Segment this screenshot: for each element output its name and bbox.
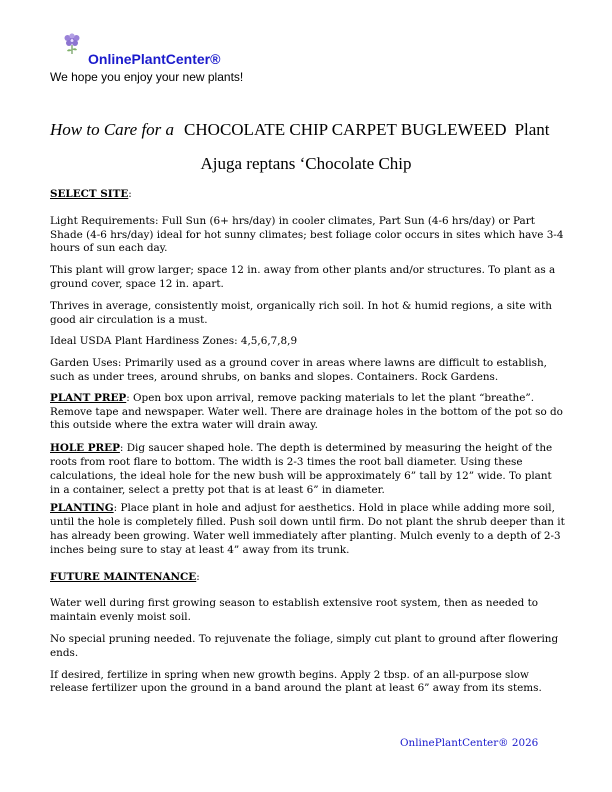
planting-heading: PLANTING xyxy=(50,502,114,515)
select-site-heading: SELECT SITE: xyxy=(50,188,132,200)
planting-section: PLANTING: Place plant in hole and adjust for aesthetics. Hold in place while adding more soil, until the hole is completely filled. Push soil down until firm. Do not plant the shrub deeper than it has already been growing. Water well immediately after planting. Mulch evenly to a depth of 2-3 inches being sure to stay at least 4” away from its trunk. xyxy=(50,502,565,556)
soil-text: Thrives in average, consistently moist, organically rich soil. In hot & humid regions, a site with good air circulation is a must. xyxy=(50,299,552,326)
title-prefix: How to Care for a xyxy=(50,120,175,139)
hole-prep-section: HOLE PREP: Dig saucer shaped hole. The depth is determined by measuring the height of the roots from root flare to bottom. The width is 2-3 times the root ball diameter. Using these calculations, the ideal hole for the new bush will be approximately 6” tall by 12” wide. To plant in a container, select a pretty pot that is at least 6” in diameter. xyxy=(50,442,553,496)
care-instructions xyxy=(50,188,565,696)
hole-prep-heading: HOLE PREP xyxy=(50,442,120,455)
tagline: We hope you enjoy your new plants! xyxy=(50,70,244,84)
fertilizing-text: If desired, fertilize in spring when new growth begins. Apply 2 tbsp. of an all-purpose slow release fertilizer upon the ground in a band around the plant at least 6” away from its stems. xyxy=(50,668,542,695)
plant-common-name: CHOCOLATE CHIP CARPET BUGLEWEED xyxy=(184,120,507,139)
brand-name: OnlinePlantCenter® xyxy=(88,51,221,67)
light-requirements: Light Requirements: Full Sun (6+ hrs/day) in cooler climates, Part Sun (4-6 hrs/day) or Part Shade (4-6 hrs/day) ideal for hot sunny climates; best foliage color occurs in sites which have 3-4 hours of sun each day. xyxy=(50,214,564,255)
spacing-text: This plant will grow larger; space 12 in. away from other plants and/or structures. To plant as a ground cover, space 12 in. apart. xyxy=(50,264,556,290)
purple-flower-icon xyxy=(62,32,82,56)
page-title xyxy=(50,120,550,140)
botanical-name: Ajuga reptans ‘Chocolate Chip xyxy=(200,154,412,173)
plant-prep-section: PLANT PREP: Open box upon arrival, remove packing materials to let the plant “breathe”. Remove tape and newspaper. Water well. There are drainage holes in the bottom of the pot so do this outside where the extra water will drain away. xyxy=(50,391,563,432)
pruning-text: No special pruning needed. To rejuvenate the foliage, simply cut plant to ground after flowering ends. xyxy=(50,632,559,659)
future-maintenance-heading: FUTURE MAINTENANCE: xyxy=(50,570,200,583)
garden-uses: Garden Uses: Primarily used as a ground cover in areas where lawns are difficult to establish, such as under trees, around shrubs, on banks and slopes. Containers. Rock Gardens. xyxy=(50,357,547,383)
title-suffix: Plant xyxy=(514,120,550,139)
footer-copyright: OnlinePlantCenter® 2026 xyxy=(400,737,539,749)
hardiness-zones: Ideal USDA Plant Hardiness Zones: 4,5,6,7,8,9 xyxy=(50,335,298,348)
watering-text: Water well during first growing season to establish extensive root system, then as needed to maintain evenly moist soil. xyxy=(50,597,539,624)
plant-prep-heading: PLANT PREP xyxy=(50,391,127,404)
